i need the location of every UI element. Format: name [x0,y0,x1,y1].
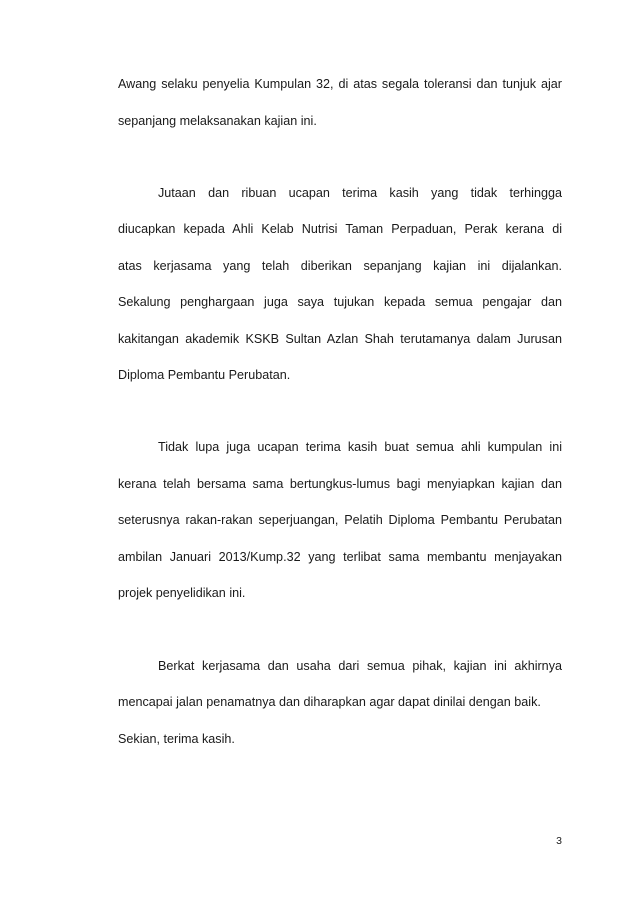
para2-line5: kakitangan akademik KSKB Sultan Azlan Shah terutamanya dalam Jurusan [118,332,562,346]
para2-line3: atas kerjasama yang telah diberikan sepanjang kajian ini dijalankan. [118,259,562,273]
para3-line1: Tidak lupa juga ucapan terima kasih buat semua ahli kumpulan ini [158,440,562,454]
para1-line2: sepanjang melaksanakan kajian ini. [118,114,317,128]
para2-line1: Jutaan dan ribuan ucapan terima kasih yang tidak terhingga [158,186,562,200]
para4-line1: Berkat kerjasama dan usaha dari semua pihak, kajian ini akhirnya [158,659,562,673]
para3-line3: seterusnya rakan-rakan seperjuangan, Pelatih Diploma Pembantu Perubatan [118,513,562,527]
closing-text: Sekian, terima kasih. [118,732,235,746]
para2-line2: diucapkan kepada Ahli Kelab Nutrisi Taman Perpaduan, Perak kerana di [118,222,562,236]
page-number: 3 [556,835,562,847]
para3-line5: projek penyelidikan ini. [118,586,246,600]
para4-line2: mencapai jalan penamatnya dan diharapkan agar dapat dinilai dengan baik. [118,695,541,709]
para3-line2: kerana telah bersama sama bertungkus-lumus bagi menyiapkan kajian dan [118,477,562,491]
para3-line4: ambilan Januari 2013/Kump.32 yang terlibat sama membantu menjayakan [118,550,562,564]
para2-line4: Sekalung penghargaan juga saya tujukan kepada semua pengajar dan [118,295,562,309]
para1-line1: Awang selaku penyelia Kumpulan 32, di atas segala toleransi dan tunjuk ajar [118,77,562,91]
para2-line6: Diploma Pembantu Perubatan. [118,368,291,382]
